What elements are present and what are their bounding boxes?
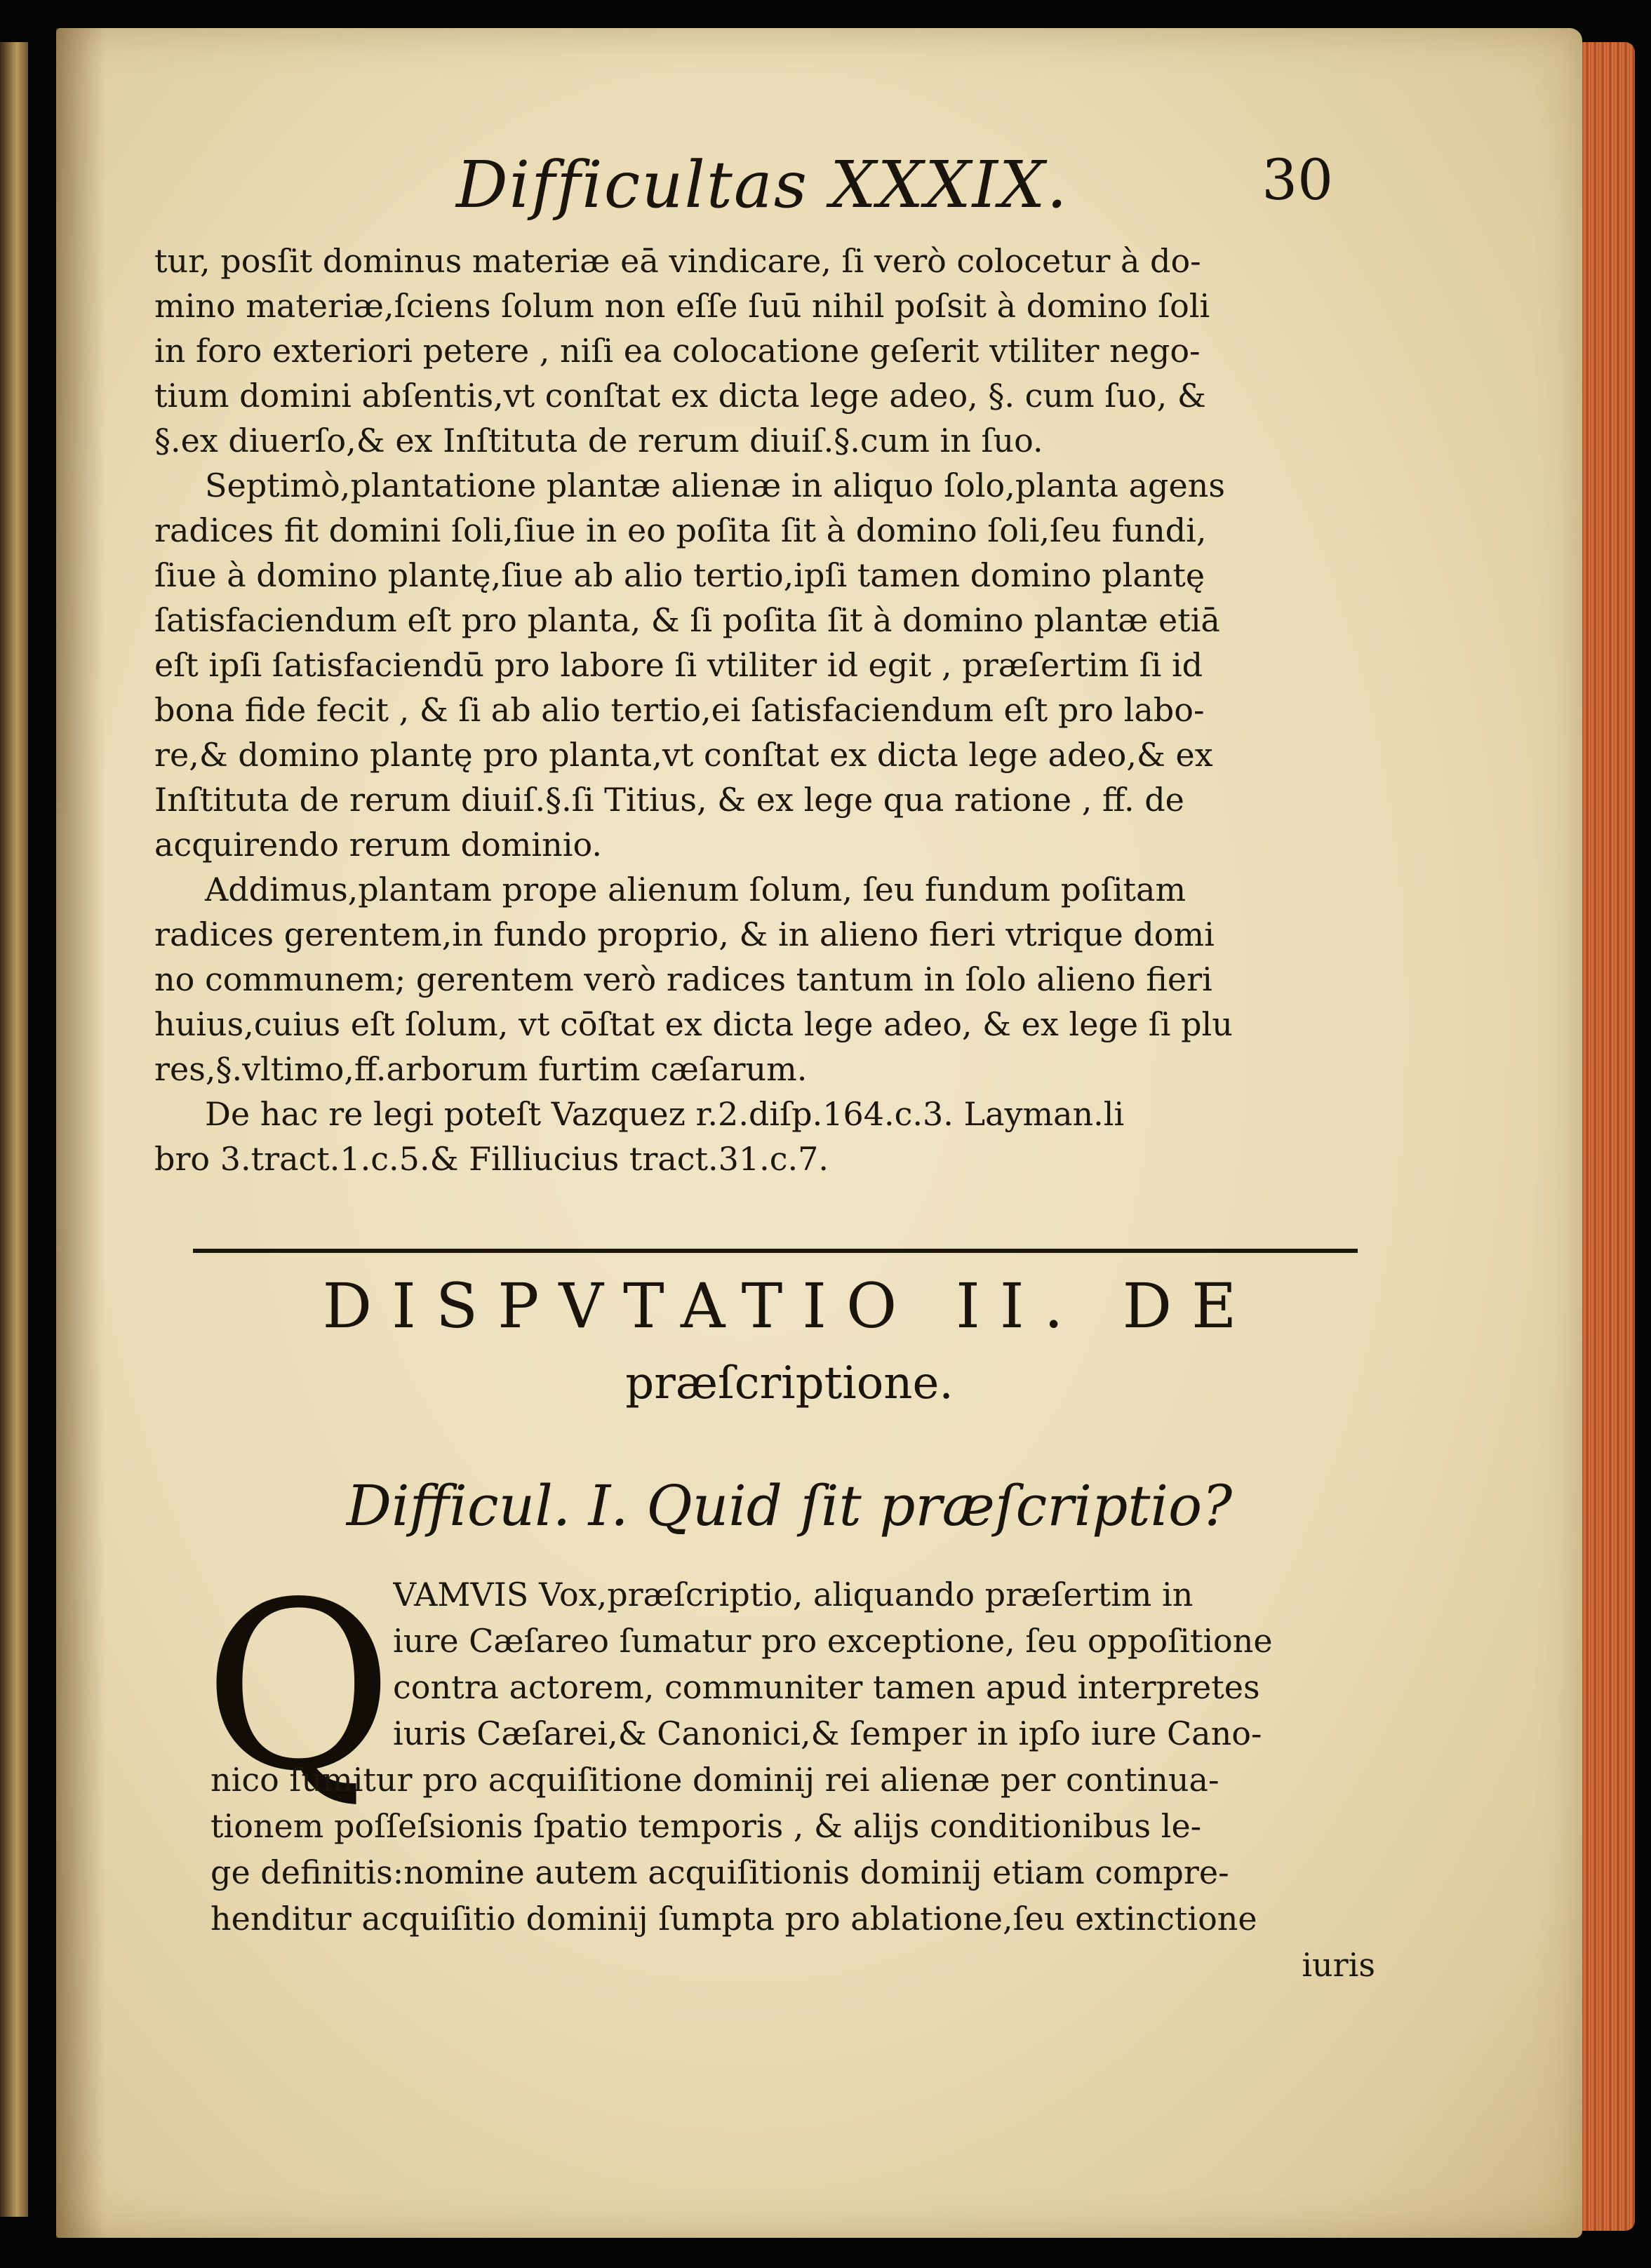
text-line: tionem poſſeſsionis ſpatio temporis , & alijs conditionibus le- xyxy=(210,1807,1202,1845)
text-line: acquirendo rerum dominio. xyxy=(154,826,602,864)
text-line: eſt ipſi ſatisfaciendū pro labore ſi vtiliter id egit , præſertim ſi id xyxy=(154,646,1203,684)
text-line: Septimò,plantatione plantæ alienæ in aliquo ſolo,planta agens xyxy=(205,467,1225,504)
text-line: bro 3.tract.1.c.5.& Filliucius tract.31.c.7. xyxy=(154,1140,829,1178)
drop-cap: Q xyxy=(203,1552,394,1822)
running-head: Difficultas XXXIX. xyxy=(456,147,1069,222)
text-line: ſiue à domino plantę,ſiue ab alio tertio,ipſi tamen domino plantę xyxy=(154,556,1205,594)
text-line: mino materiæ,ſciens ſolum non eſſe ſuū nihil poſsit à domino ſoli xyxy=(154,287,1210,325)
left-page-edge xyxy=(0,42,28,2217)
text-line: Inſtituta de rerum diuiſ.§.ſi Titius, & ex lege qua ratione , ff. de xyxy=(154,781,1184,819)
text-line: iure Cæſareo ſumatur pro exceptione, ſeu oppoſitione xyxy=(393,1622,1273,1660)
text-line: ge definitis:nomine autem acquiſitionis dominij etiam compre- xyxy=(210,1853,1229,1891)
gutter-shadow xyxy=(56,28,105,2238)
text-line: De hac re legi poteſt Vazquez r.2.diſp.164.c.3. Layman.li xyxy=(205,1095,1125,1133)
text-line: radices gerentem,in fundo proprio, & in alieno fieri vtrique domi xyxy=(154,915,1215,953)
disputation-title: DISPVTATIO II. DE xyxy=(322,1270,1257,1342)
text-line: nico ſumitur pro acquiſitione dominij rei alienæ per continua- xyxy=(210,1761,1219,1799)
text-line: ſatisfaciendum eſt pro planta, & ſi poſita ſit à domino plantæ etiā xyxy=(154,601,1220,639)
intro-text-after-cap xyxy=(210,1757,1375,1988)
text-line: res,§.vltimo,ff.arborum furtim cæſarum. xyxy=(154,1050,808,1088)
body-text xyxy=(154,239,1361,1181)
text-line: §.ex diuerſo,& ex Inſtituta de rerum diuiſ.§.cum in ſuo. xyxy=(154,422,1043,459)
page-fore-edge xyxy=(1582,42,1635,2231)
text-line: iuris Cæſarei,& Canonici,& ſemper in ipſo iure Cano- xyxy=(393,1715,1262,1752)
intro-text-beside-cap xyxy=(393,1571,1375,1757)
text-line: VAMVIS Vox,præſcriptio, aliquando præſertim in xyxy=(393,1576,1194,1613)
text-line: no communem; gerentem verò radices tantum in ſolo alieno fieri xyxy=(154,960,1212,998)
text-line: re,& domino plantę pro planta,vt conſtat ex dicta lege adeo,& ex xyxy=(154,736,1213,774)
text-line: radices fit domini ſoli,ſiue in eo poſita ſit à domino ſoli,ſeu fundi, xyxy=(154,511,1207,549)
section-rule xyxy=(193,1249,1358,1253)
text-line: henditur acquiſitio dominij ſumpta pro ablatione,ſeu extinctione xyxy=(210,1900,1257,1938)
text-line: huius,cuius eſt ſolum, vt cōſtat ex dicta lege adeo, & ex lege ſi plu xyxy=(154,1005,1233,1043)
section-heading: Difficul. I. Quid ſit præſcriptio? xyxy=(346,1473,1233,1538)
disputation-subtitle: præſcriptione. xyxy=(625,1357,954,1409)
text-line: in foro exteriori petere , niſi ea colocatione geſerit vtiliter nego- xyxy=(154,332,1201,370)
text-line: bona fide fecit , & ſi ab alio tertio,ei ſatisfaciendum eſt pro labo- xyxy=(154,691,1205,729)
text-line: tur, posſit dominus materiæ eā vindicare, ſi verò colocetur à do- xyxy=(154,242,1201,280)
text-line: contra actorem, communiter tamen apud interpretes xyxy=(393,1668,1260,1706)
text-line: tium domini abſentis,vt conſtat ex dicta lege adeo, §. cum ſuo, & xyxy=(154,377,1206,415)
text-line: Addimus,plantam prope alienum ſolum, ſeu fundum poſitam xyxy=(205,871,1187,908)
page-header xyxy=(456,140,1333,232)
page-number: 30 xyxy=(1262,147,1333,213)
catchword: iuris xyxy=(1302,1946,1375,1984)
